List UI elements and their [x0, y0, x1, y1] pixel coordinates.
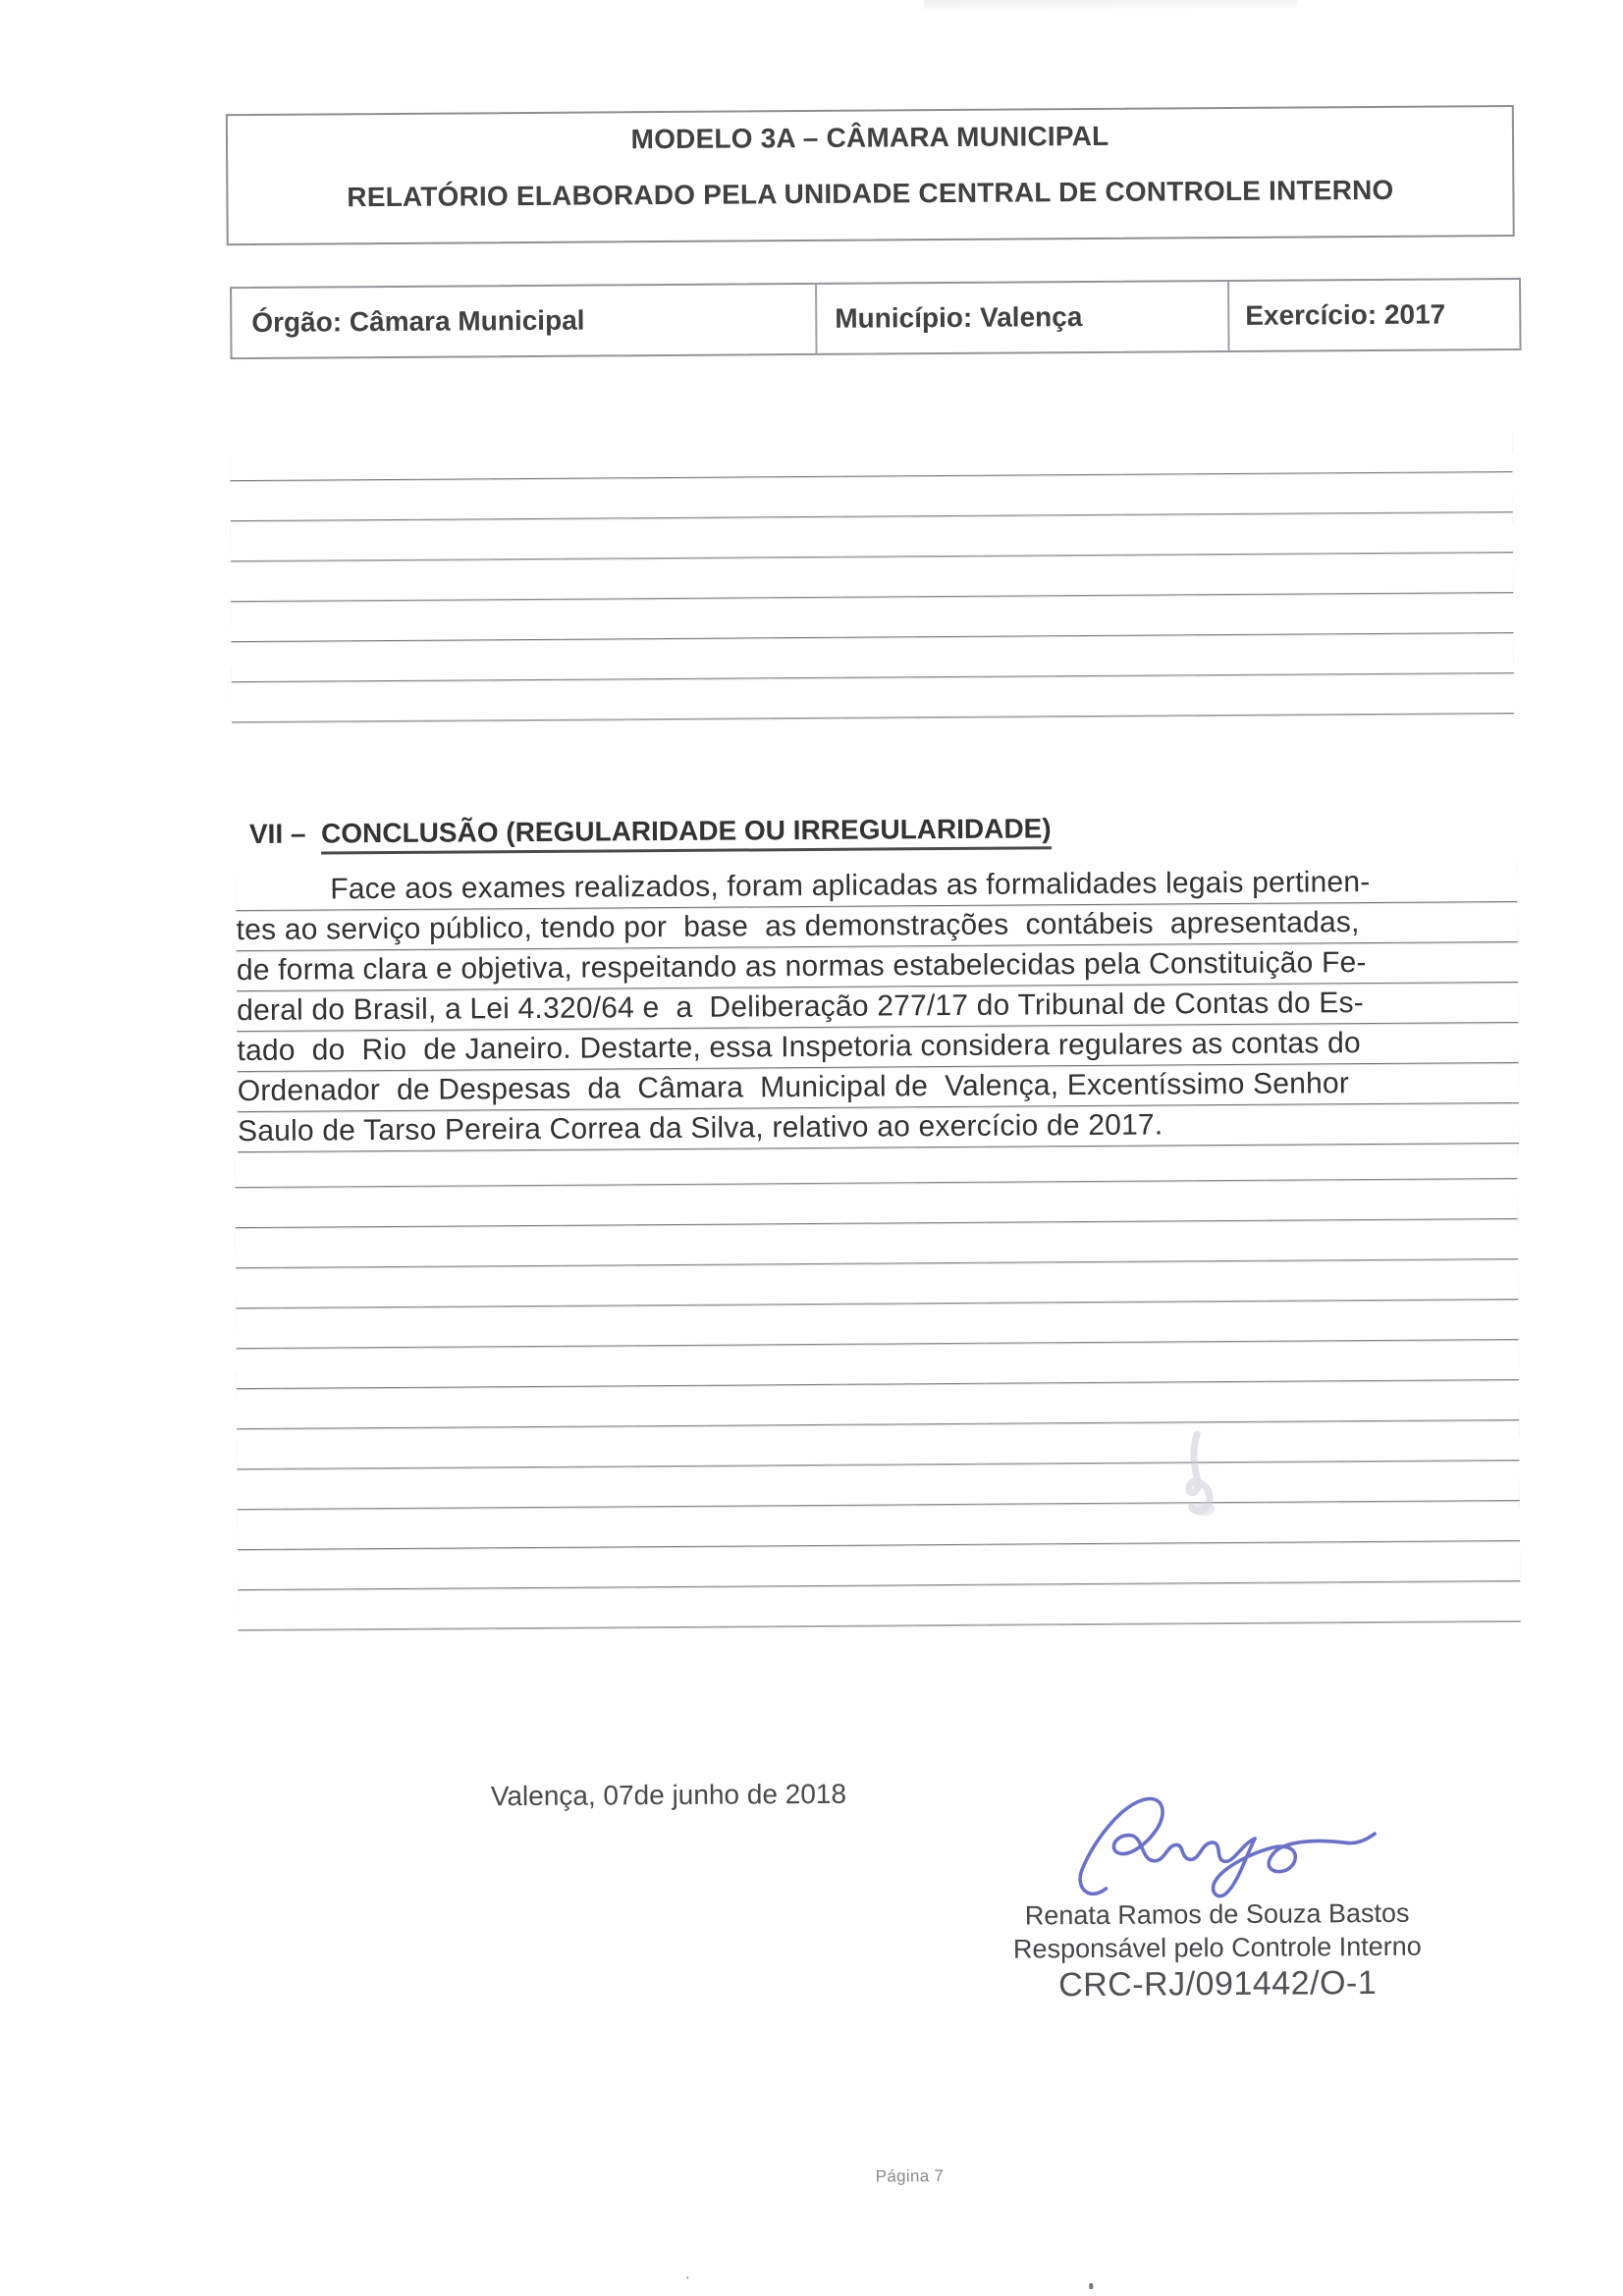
- signatory-block: [999, 1896, 1437, 2005]
- signature-image: [1072, 1789, 1387, 1913]
- info-cell-orgao: Órgão: Câmara Municipal: [232, 285, 817, 357]
- paragraph-line: tado do Rio de Janeiro. Destarte, essa Inspetoria considera regulares as contas do: [237, 1023, 1518, 1072]
- ruled-line: [238, 1581, 1520, 1630]
- paragraph-line: deral do Brasil, a Lei 4.320/64 e a Deliberação 277/17 do Tribunal de Contas do Es-: [237, 983, 1518, 1032]
- date-line: Valença, 07de junho de 2018: [490, 1778, 847, 1812]
- info-cell-municipio: Município: Valença: [817, 282, 1229, 353]
- ruled-lines-top: [230, 432, 1514, 722]
- paragraph-line: tes ao serviço público, tendo por base as demonstrações contábeis apresentadas,: [236, 902, 1517, 951]
- section-heading: [249, 813, 1052, 850]
- paragraph-line: Ordenador de Despesas da Câmara Municipal de Valença, Excentíssimo Senhor: [238, 1063, 1519, 1112]
- scanner-edge-artifact: [924, 0, 1297, 10]
- conclusion-paragraph: [236, 862, 1519, 1152]
- document-report-title: RELATÓRIO ELABORADO PELA UNIDADE CENTRAL DE CONTROLE INTERNO: [347, 174, 1394, 213]
- signatory-registration: CRC-RJ/091442/O-1: [1057, 1963, 1378, 2004]
- paragraph-line: Face aos exames realizados, foram aplicadas as formalidades legais pertinen-: [236, 862, 1517, 911]
- ruled-line: [232, 673, 1514, 722]
- section-number: VII –: [248, 818, 322, 849]
- info-table: [230, 278, 1521, 359]
- ink-smudge-artifact: [1167, 1430, 1237, 1523]
- section-title: CONCLUSÃO (REGULARIDADE OU IRREGULARIDADE): [321, 813, 1052, 854]
- ruled-lines-bottom: [235, 1139, 1520, 1630]
- paragraph-line: Saulo de Tarso Pereira Correa da Silva, relativo ao exercício de 2017.: [238, 1103, 1519, 1152]
- page-number: Página 7: [875, 2166, 945, 2186]
- paragraph-line: de forma clara e objetiva, respeitando as normas estabelecidas pela Constituição Fe-: [237, 942, 1518, 991]
- document-model-title: MODELO 3A – CÂMARA MUNICIPAL: [630, 120, 1109, 155]
- info-cell-exercicio: Exercício: 2017: [1245, 298, 1446, 331]
- signature-stroke: [1080, 1797, 1376, 1897]
- scan-speck: [686, 2276, 688, 2279]
- document-header-box: [226, 105, 1515, 245]
- signatory-name: Renata Ramos de Souza Bastos: [1024, 1897, 1410, 1931]
- scan-speck: [1089, 2283, 1093, 2289]
- signatory-role: Responsável pelo Controle Interno: [1012, 1931, 1422, 1964]
